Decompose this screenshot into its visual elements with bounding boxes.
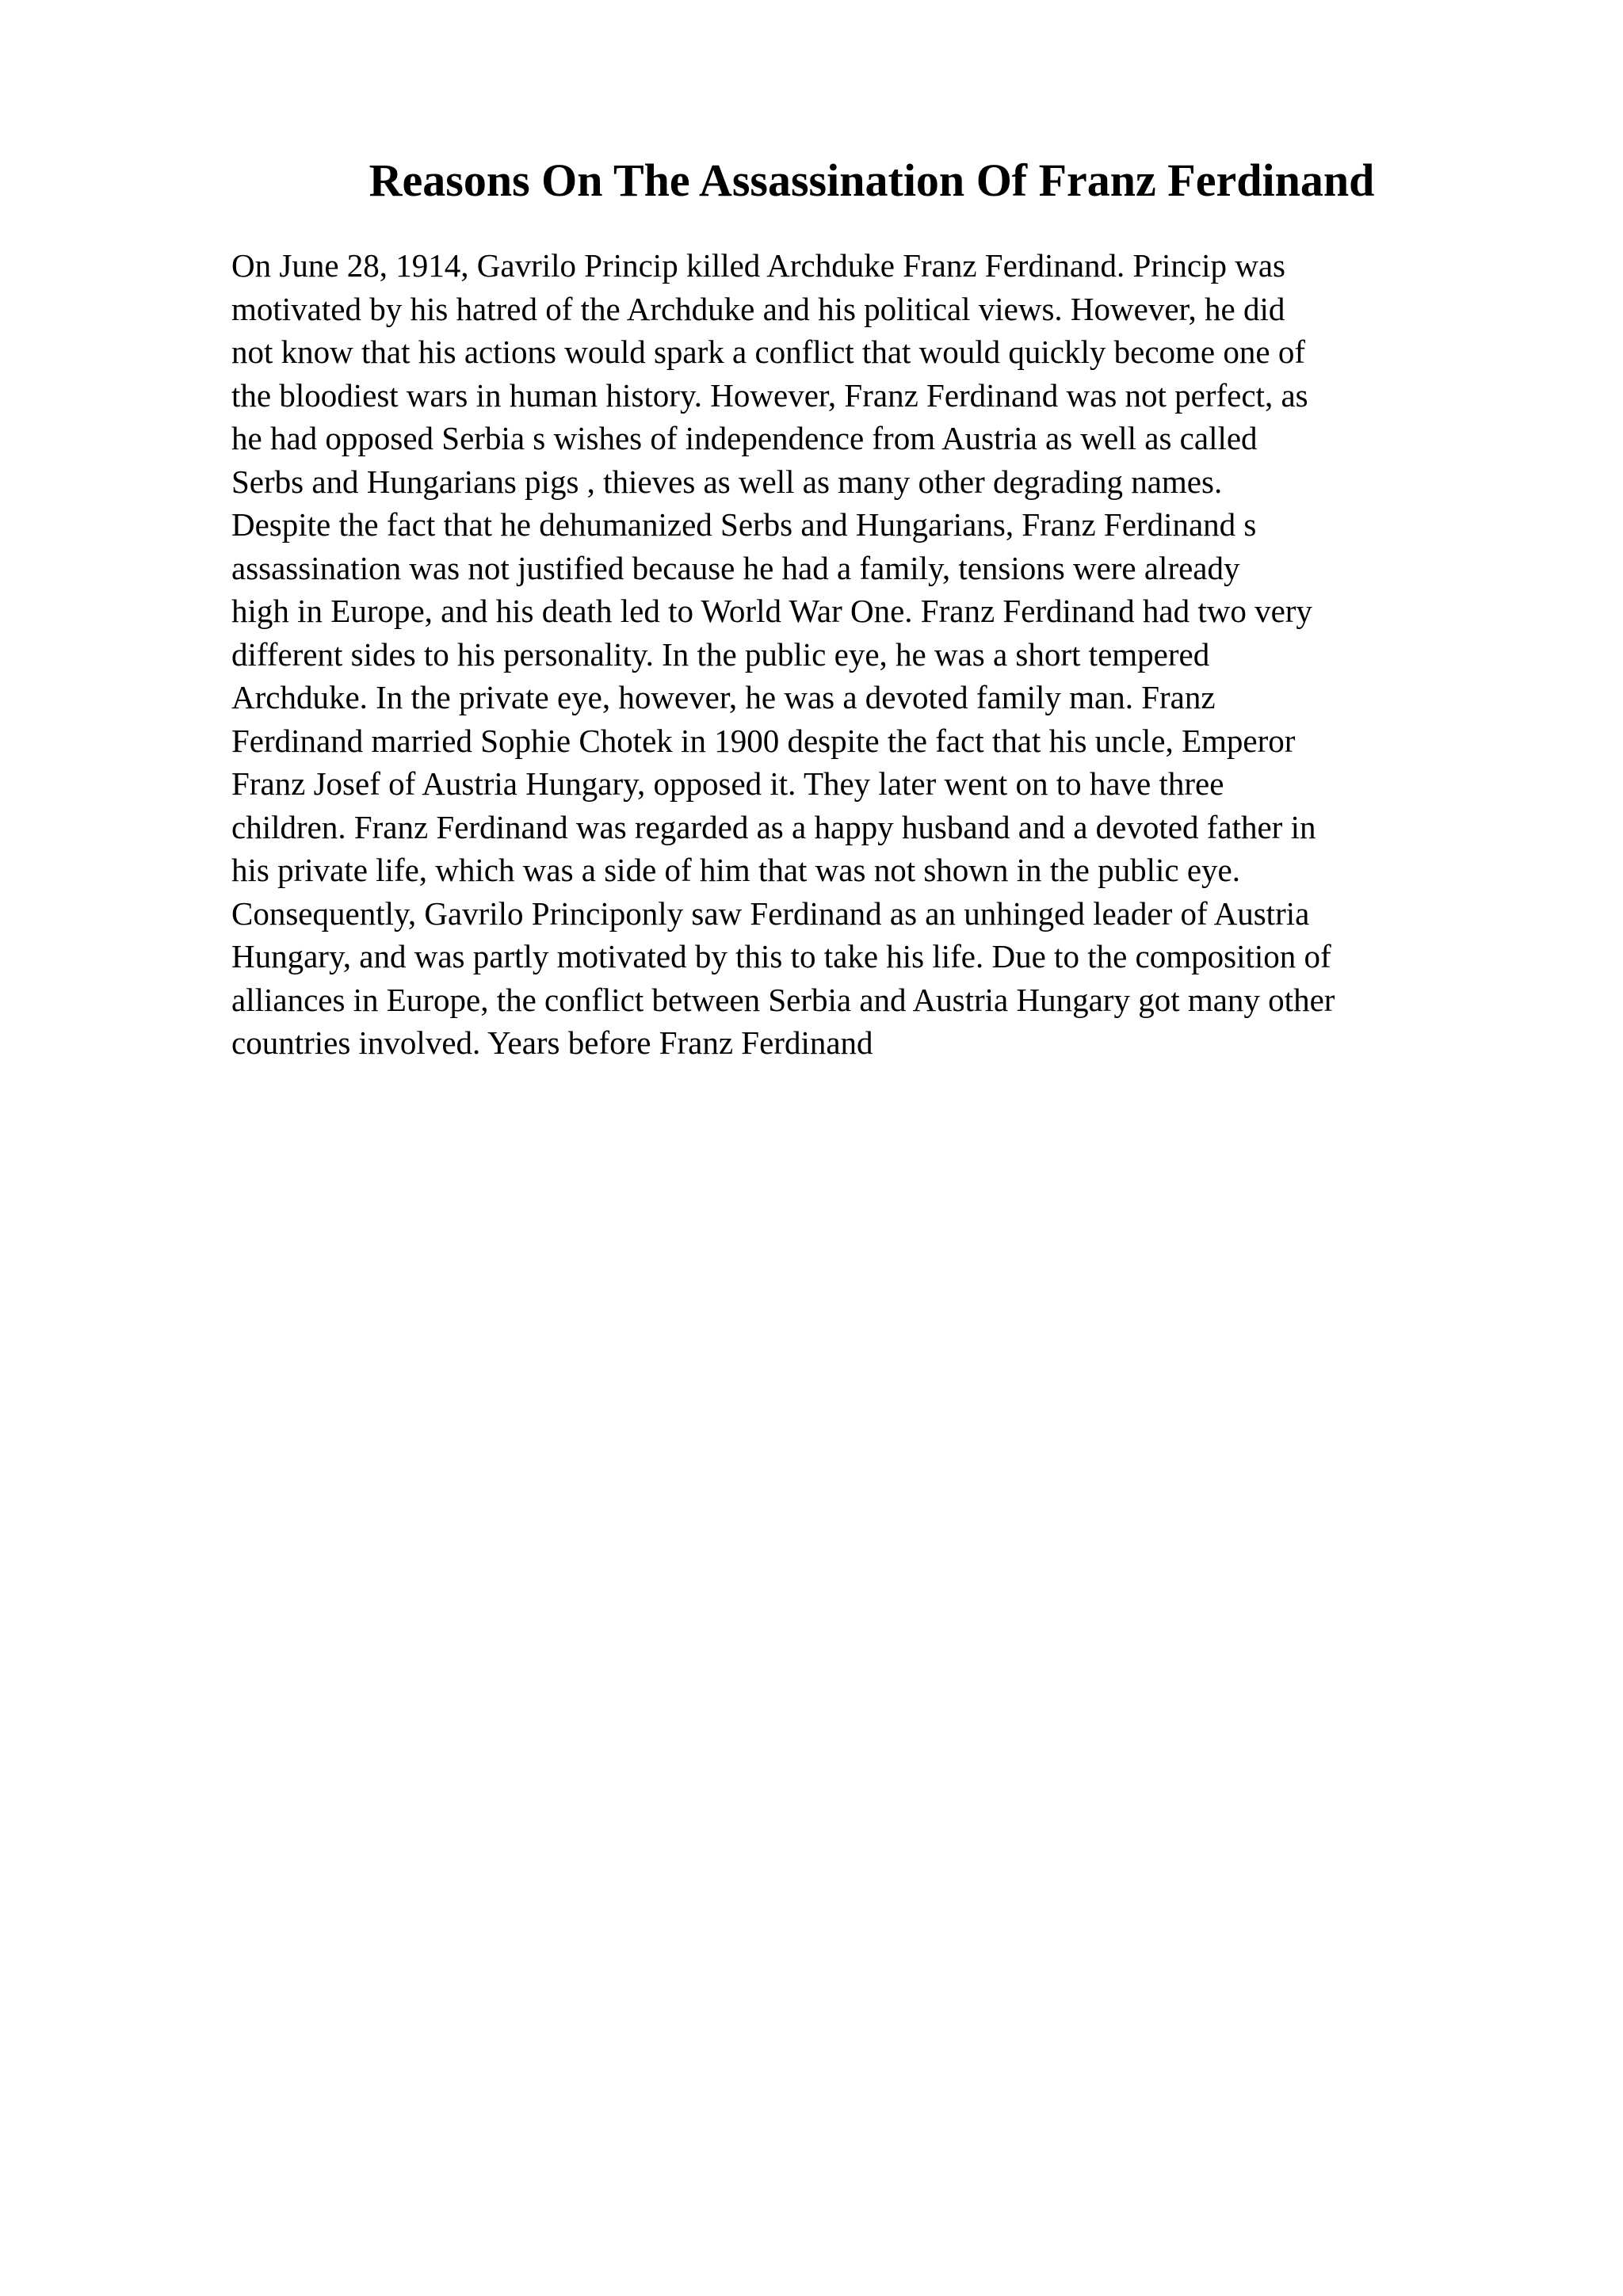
body-line: high in Europe, and his death led to World War One. Franz Ferdinand had two very [231, 593, 1312, 629]
body-line: Despite the fact that he dehumanized Serbs and Hungarians, Franz Ferdinand s [231, 506, 1257, 543]
document-body [231, 244, 1499, 1065]
body-line: Consequently, Gavrilo Principonly saw Ferdinand as an unhinged leader of Austria [231, 894, 1310, 932]
body-line: assassination was not justified because he had a family, tensions were already [231, 549, 1240, 586]
body-line: Ferdinand married Sophie Chotek in 1900 despite the fact that his uncle, Emperor [231, 722, 1296, 759]
body-line: Hungary, and was partly motivated by this to take his life. Due to the composition of [231, 938, 1331, 974]
body-line: the bloodiest wars in human history. However, Franz Ferdinand was not perfect, as [231, 376, 1308, 414]
body-line: different sides to his personality. In the public eye, he was a short tempered [231, 635, 1210, 673]
body-line: On June 28, 1914, Gavrilo Princip killed Archduke Franz Ferdinand. Princip was [231, 247, 1285, 284]
body-line: Serbs and Hungarians pigs , thieves as well as many other degrading names. [231, 463, 1223, 500]
body-line: Franz Josef of Austria Hungary, opposed it. They later went on to have three [231, 765, 1224, 802]
body-line: children. Franz Ferdinand was regarded as a happy husband and a devoted father in [231, 808, 1316, 845]
body-line: countries involved. Years before Franz Ferdinand [231, 1024, 873, 1061]
body-line: alliances in Europe, the conflict between Serbia and Austria Hungary got many other [231, 981, 1335, 1018]
body-line: motivated by his hatred of the Archduke and his political views. However, he did [231, 290, 1285, 327]
body-line: his private life, which was a side of him that was not shown in the public eye. [231, 852, 1241, 888]
body-line: Archduke. In the private eye, however, he was a devoted family man. Franz [231, 679, 1216, 715]
document-title: Reasons On The Assassination Of Franz Ferdinand [369, 154, 1375, 206]
body-line: he had opposed Serbia s wishes of independence from Austria as well as called [231, 420, 1258, 456]
body-line: not know that his actions would spark a conflict that would quickly become one of [231, 334, 1305, 370]
